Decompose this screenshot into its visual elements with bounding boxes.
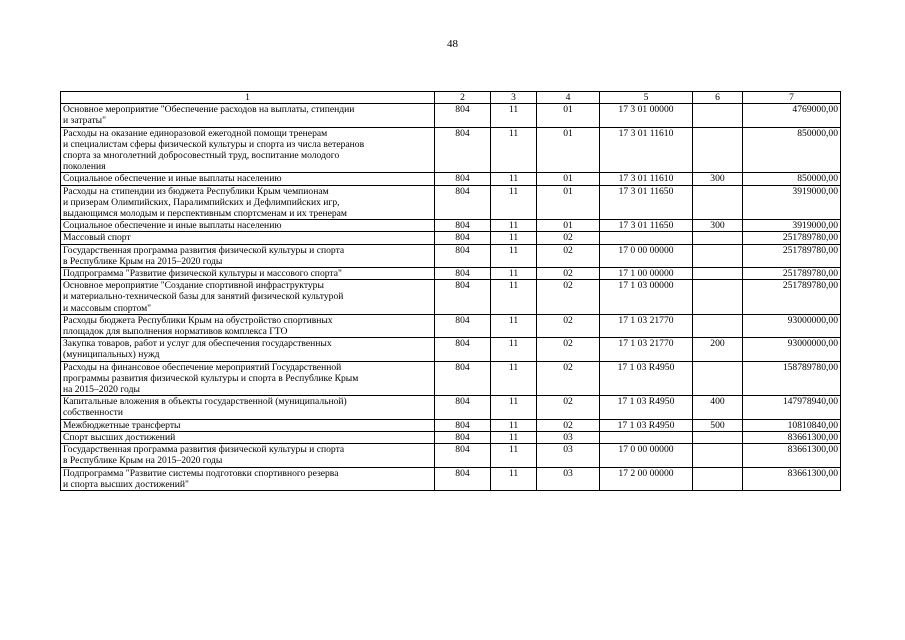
column-header-name: 1 — [61, 92, 435, 104]
cell-section: 11 — [491, 173, 537, 185]
cell-name: Расходы на финансовое обеспечение мероприятий Государственной программы развития физической культуры и спорта в Республике Крым на 2015–2020 годы — [61, 361, 435, 396]
cell-ministry-code: 804 — [435, 104, 491, 127]
column-header-ministry: 2 — [435, 92, 491, 104]
cell-subsection: 03 — [537, 431, 600, 443]
cell-ministry-code: 804 — [435, 431, 491, 443]
cell-subsection: 03 — [537, 467, 600, 490]
cell-expense-type — [693, 268, 743, 280]
cell-name: Государственная программа развития физической культуры и спорта в Республике Крым на 2015–2020 годы — [61, 444, 435, 467]
column-header-section: 3 — [491, 92, 537, 104]
cell-amount: 10810840,00 — [743, 419, 841, 431]
cell-expense-type — [693, 244, 743, 267]
cell-section: 11 — [491, 467, 537, 490]
cell-amount: 3919000,00 — [743, 185, 841, 220]
header-row — [61, 92, 841, 104]
cell-subsection: 03 — [537, 444, 600, 467]
cell-expense-type — [693, 104, 743, 127]
cell-ministry-code: 804 — [435, 232, 491, 244]
cell-target-article: 17 3 01 11650 — [600, 185, 693, 220]
column-header-expense-type: 6 — [693, 92, 743, 104]
cell-section: 11 — [491, 185, 537, 220]
cell-amount: 3919000,00 — [743, 220, 841, 232]
cell-amount: 83661300,00 — [743, 444, 841, 467]
cell-amount: 251789780,00 — [743, 244, 841, 267]
cell-ministry-code: 804 — [435, 338, 491, 361]
cell-target-article: 17 3 01 11650 — [600, 220, 693, 232]
cell-name: Массовый спорт — [61, 232, 435, 244]
cell-expense-type — [693, 232, 743, 244]
cell-subsection: 02 — [537, 338, 600, 361]
table-row — [61, 104, 841, 127]
cell-section: 11 — [491, 419, 537, 431]
cell-ministry-code: 804 — [435, 396, 491, 419]
cell-amount: 850000,00 — [743, 127, 841, 173]
table-row — [61, 467, 841, 490]
table-row — [61, 185, 841, 220]
cell-amount: 147978940,00 — [743, 396, 841, 419]
cell-amount: 251789780,00 — [743, 268, 841, 280]
cell-name: Закупка товаров, работ и услуг для обеспечения государственных (муниципальных) нужд — [61, 338, 435, 361]
table-body — [61, 104, 841, 491]
cell-section: 11 — [491, 232, 537, 244]
cell-subsection: 01 — [537, 104, 600, 127]
cell-target-article: 17 1 00 00000 — [600, 268, 693, 280]
column-header-amount: 7 — [743, 92, 841, 104]
cell-expense-type — [693, 361, 743, 396]
cell-expense-type — [693, 444, 743, 467]
cell-subsection: 02 — [537, 232, 600, 244]
cell-name: Капитальные вложения в объекты государственной (муниципальной) собственности — [61, 396, 435, 419]
table-row — [61, 232, 841, 244]
cell-ministry-code: 804 — [435, 127, 491, 173]
table-row — [61, 431, 841, 443]
cell-expense-type — [693, 431, 743, 443]
cell-expense-type — [693, 314, 743, 337]
table-row — [61, 361, 841, 396]
cell-amount: 850000,00 — [743, 173, 841, 185]
cell-target-article: 17 3 01 00000 — [600, 104, 693, 127]
table-row — [61, 173, 841, 185]
cell-name: Подпрограмма "Развитие физической культуры и массового спорта" — [61, 268, 435, 280]
cell-subsection: 02 — [537, 268, 600, 280]
cell-expense-type — [693, 280, 743, 315]
cell-expense-type: 400 — [693, 396, 743, 419]
column-header-target-article: 5 — [600, 92, 693, 104]
cell-target-article: 17 1 03 00000 — [600, 280, 693, 315]
cell-ministry-code: 804 — [435, 361, 491, 396]
cell-ministry-code: 804 — [435, 268, 491, 280]
table-row — [61, 280, 841, 315]
cell-target-article: 17 3 01 11610 — [600, 173, 693, 185]
cell-expense-type — [693, 127, 743, 173]
table-row — [61, 244, 841, 267]
table-row — [61, 314, 841, 337]
cell-expense-type: 500 — [693, 419, 743, 431]
cell-name: Основное мероприятие "Обеспечение расходов на выплаты, стипендии и затраты" — [61, 104, 435, 127]
cell-name: Расходы на оказание единоразовой ежегодной помощи тренерам и специалистам сферы физической культуры и спорта из числа ветеранов спорта за многолетний добросовестный труд, воспитание молодого поколения — [61, 127, 435, 173]
cell-section: 11 — [491, 396, 537, 419]
cell-section: 11 — [491, 268, 537, 280]
cell-amount: 93000000,00 — [743, 314, 841, 337]
cell-subsection: 02 — [537, 314, 600, 337]
cell-subsection: 02 — [537, 280, 600, 315]
cell-section: 11 — [491, 314, 537, 337]
cell-target-article: 17 0 00 00000 — [600, 444, 693, 467]
cell-section: 11 — [491, 104, 537, 127]
cell-target-article: 17 1 03 21770 — [600, 338, 693, 361]
cell-name: Подпрограмма "Развитие системы подготовки спортивного резерва и спорта высших достижений" — [61, 467, 435, 490]
cell-amount: 83661300,00 — [743, 467, 841, 490]
cell-section: 11 — [491, 338, 537, 361]
cell-expense-type: 300 — [693, 220, 743, 232]
cell-subsection: 01 — [537, 127, 600, 173]
cell-name: Основное мероприятие "Создание спортивной инфраструктуры и материально-технической базы для занятий физической культурой и массовым спортом" — [61, 280, 435, 315]
cell-name: Расходы бюджета Республики Крым на обустройство спортивных площадок для выполнения нормативов комплекса ГТО — [61, 314, 435, 337]
cell-amount: 158789780,00 — [743, 361, 841, 396]
cell-amount: 251789780,00 — [743, 280, 841, 315]
cell-amount: 93000000,00 — [743, 338, 841, 361]
cell-section: 11 — [491, 431, 537, 443]
cell-subsection: 02 — [537, 419, 600, 431]
budget-table — [60, 91, 841, 491]
cell-subsection: 01 — [537, 185, 600, 220]
cell-name: Спорт высших достижений — [61, 431, 435, 443]
cell-subsection: 02 — [537, 396, 600, 419]
table-row — [61, 419, 841, 431]
cell-target-article — [600, 431, 693, 443]
cell-subsection: 02 — [537, 244, 600, 267]
cell-section: 11 — [491, 244, 537, 267]
cell-ministry-code: 804 — [435, 244, 491, 267]
cell-section: 11 — [491, 444, 537, 467]
cell-ministry-code: 804 — [435, 314, 491, 337]
cell-name: Государственная программа развития физической культуры и спорта в Республике Крым на 2015–2020 годы — [61, 244, 435, 267]
cell-section: 11 — [491, 361, 537, 396]
table-row — [61, 444, 841, 467]
cell-section: 11 — [491, 220, 537, 232]
table-row — [61, 268, 841, 280]
table-header — [61, 92, 841, 104]
cell-target-article: 17 1 03 R4950 — [600, 361, 693, 396]
page-number: 48 — [447, 38, 458, 50]
cell-target-article: 17 3 01 11610 — [600, 127, 693, 173]
table-row — [61, 396, 841, 419]
cell-name: Социальное обеспечение и иные выплаты населению — [61, 220, 435, 232]
cell-ministry-code: 804 — [435, 444, 491, 467]
cell-name: Межбюджетные трансферты — [61, 419, 435, 431]
cell-subsection: 02 — [537, 361, 600, 396]
cell-name: Социальное обеспечение и иные выплаты населению — [61, 173, 435, 185]
cell-target-article: 17 1 03 R4950 — [600, 419, 693, 431]
cell-target-article: 17 0 00 00000 — [600, 244, 693, 267]
cell-target-article: 17 1 03 R4950 — [600, 396, 693, 419]
cell-subsection: 01 — [537, 220, 600, 232]
cell-ministry-code: 804 — [435, 185, 491, 220]
cell-amount: 4769000,00 — [743, 104, 841, 127]
cell-target-article: 17 2 00 00000 — [600, 467, 693, 490]
cell-section: 11 — [491, 127, 537, 173]
cell-expense-type — [693, 467, 743, 490]
cell-ministry-code: 804 — [435, 419, 491, 431]
cell-amount: 83661300,00 — [743, 431, 841, 443]
cell-ministry-code: 804 — [435, 467, 491, 490]
cell-target-article: 17 1 03 21770 — [600, 314, 693, 337]
cell-expense-type: 200 — [693, 338, 743, 361]
cell-name: Расходы на стипендии из бюджета Республики Крым чемпионам и призерам Олимпийских, Паралимпийских и Дефлимпийских игр, выдающимся молодым и перспективным спортсменам и их тренерам — [61, 185, 435, 220]
table-row — [61, 220, 841, 232]
cell-ministry-code: 804 — [435, 220, 491, 232]
cell-ministry-code: 804 — [435, 280, 491, 315]
cell-expense-type — [693, 185, 743, 220]
cell-expense-type: 300 — [693, 173, 743, 185]
column-header-subsection: 4 — [537, 92, 600, 104]
table-row — [61, 127, 841, 173]
cell-section: 11 — [491, 280, 537, 315]
cell-ministry-code: 804 — [435, 173, 491, 185]
cell-amount: 251789780,00 — [743, 232, 841, 244]
cell-subsection: 01 — [537, 173, 600, 185]
cell-target-article — [600, 232, 693, 244]
table-row — [61, 338, 841, 361]
